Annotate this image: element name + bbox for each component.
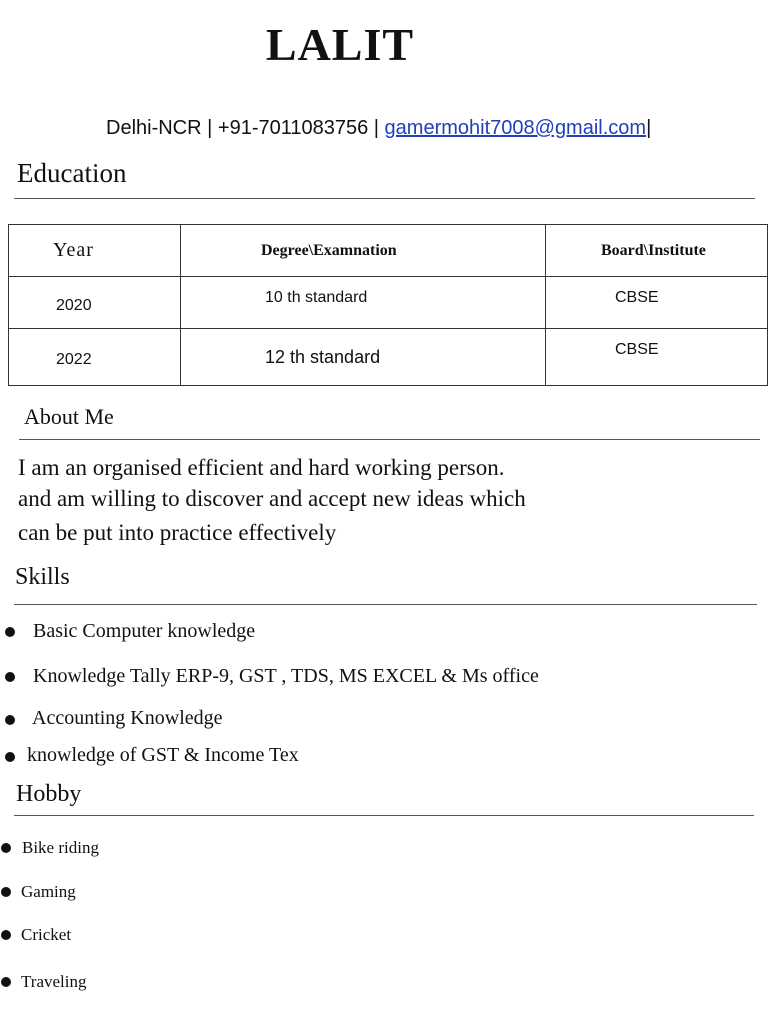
about-heading: About Me <box>24 404 114 429</box>
bullet-icon <box>5 627 15 637</box>
education-heading: Education <box>17 158 127 188</box>
bullet-icon <box>5 672 15 682</box>
about-line: can be put into practice effectively <box>18 520 337 545</box>
hobby-item: Cricket <box>21 925 72 944</box>
header-degree: Degree\Examnation <box>181 225 546 277</box>
cell-year: 2020 <box>9 277 181 329</box>
about-line: I am an organised efficient and hard working person. <box>18 455 505 480</box>
skills-divider <box>14 604 757 605</box>
cell-year: 2022 <box>9 329 181 386</box>
about-line: and am willing to discover and accept new ideas which <box>18 486 526 511</box>
contact-location: Delhi-NCR <box>106 117 202 139</box>
cell-degree: 12 th standard <box>181 329 546 386</box>
skills-heading: Skills <box>15 564 70 590</box>
bullet-icon <box>1 930 11 940</box>
hobby-item: Traveling <box>21 972 87 991</box>
contact-trailing: | <box>646 117 652 139</box>
bullet-icon <box>1 977 11 987</box>
hobby-item: Bike riding <box>22 838 99 857</box>
contact-separator: | <box>368 117 385 139</box>
hobby-item: Gaming <box>21 882 76 901</box>
about-divider <box>19 439 760 440</box>
contact-email-link[interactable]: gamermohit7008@gmail.com <box>384 117 647 139</box>
skill-item: knowledge of GST & Income Tex <box>27 744 299 766</box>
hobby-divider <box>14 815 754 816</box>
header-year: Year <box>9 225 181 277</box>
education-table <box>8 224 768 386</box>
cell-board: CBSE <box>546 329 768 386</box>
cell-degree: 10 th standard <box>181 277 546 329</box>
skill-item: Accounting Knowledge <box>32 707 223 729</box>
bullet-icon <box>1 843 11 853</box>
contact-separator: | <box>201 117 218 139</box>
header-board: Board\Institute <box>546 225 768 277</box>
about-text <box>18 452 758 548</box>
education-divider <box>14 198 755 199</box>
skill-item: Knowledge Tally ERP-9, GST , TDS, MS EXCEL & Ms office <box>33 665 539 687</box>
skill-item: Basic Computer knowledge <box>33 620 256 642</box>
table-row <box>9 329 768 386</box>
contact-line <box>106 117 651 140</box>
cell-board: CBSE <box>546 277 768 329</box>
table-header-row <box>9 225 768 277</box>
contact-phone: +91-7011083756 <box>217 117 369 139</box>
hobby-heading: Hobby <box>16 781 82 807</box>
resume-name: LALIT <box>265 19 415 70</box>
bullet-icon <box>5 752 15 762</box>
bullet-icon <box>1 887 11 897</box>
table-row <box>9 277 768 329</box>
bullet-icon <box>5 715 15 725</box>
